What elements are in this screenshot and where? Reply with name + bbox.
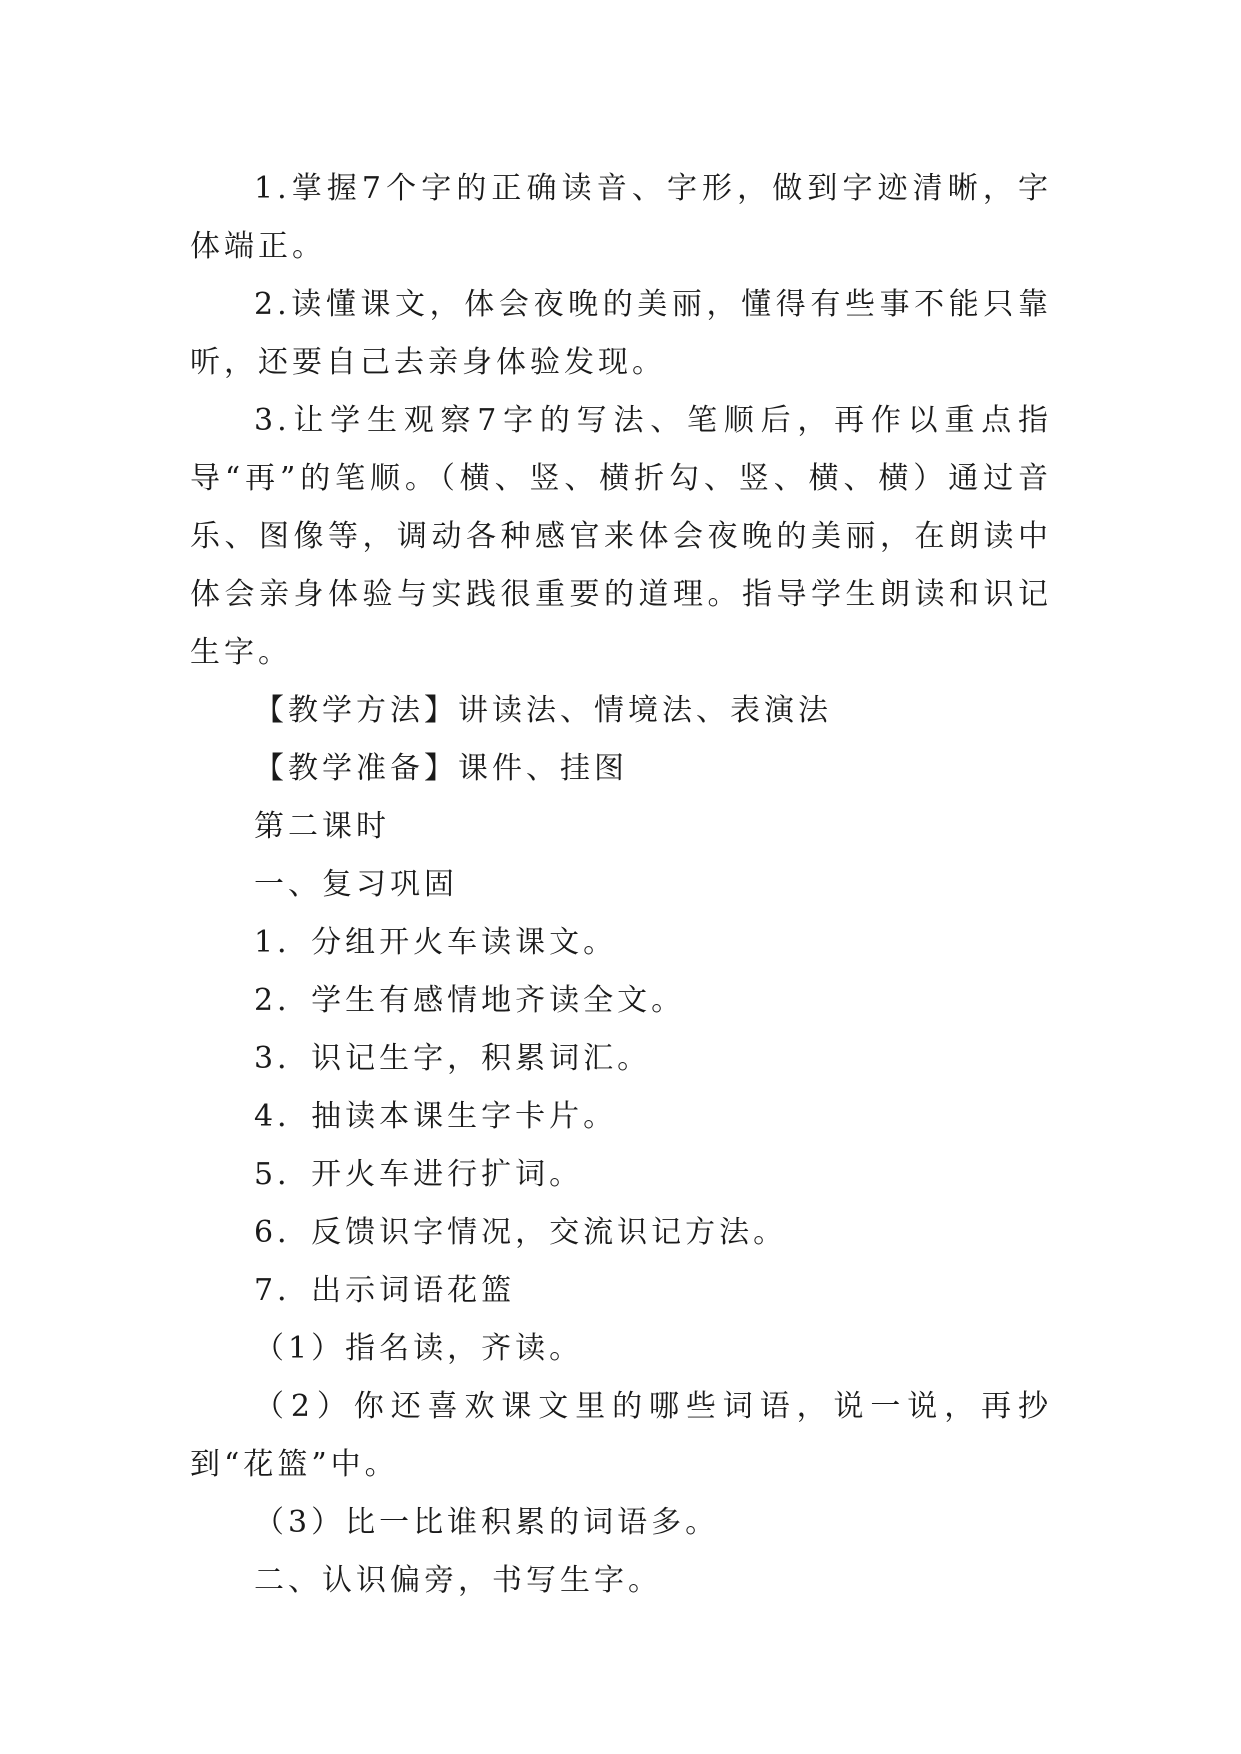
list-item: 7．出示词语花篮 bbox=[254, 1273, 516, 1308]
list-item: 6．反馈识字情况，交流识记方法。 bbox=[254, 1215, 788, 1250]
document-body bbox=[190, 160, 1052, 1610]
sub-item: （2）你还喜欢课文里的哪些词语，说一说，再抄到“花篮”中。 bbox=[190, 1389, 1052, 1482]
objective-2: 2.读懂课文，体会夜晚的美丽，懂得有些事不能只靠听，还要自己去亲身体验发现。 bbox=[190, 287, 1052, 380]
list-item: 4．抽读本课生字卡片。 bbox=[254, 1099, 618, 1134]
teaching-preparation: 【教学准备】课件、挂图 bbox=[254, 751, 628, 786]
section-heading-review: 一、复习巩固 bbox=[254, 867, 458, 902]
list-item: 1．分组开火车读课文。 bbox=[254, 925, 618, 960]
list-item: 5．开火车进行扩词。 bbox=[254, 1157, 584, 1192]
list-item: 2．学生有感情地齐读全文。 bbox=[254, 983, 686, 1018]
objective-1: 1.掌握7个字的正确读音、字形，做到字迹清晰，字体端正。 bbox=[190, 171, 1052, 264]
objective-3: 3.让学生观察7字的写法、笔顺后，再作以重点指导“再”的笔顺。（横、竖、横折勾、竖、横、横）通过音乐、图像等，调动各种感官来体会夜晚的美丽，在朗读中体会亲身体验与实践很重要的道理。指导学生朗读和识记生字。 bbox=[190, 403, 1052, 670]
sub-item: （3）比一比谁积累的词语多。 bbox=[254, 1505, 720, 1540]
list-item: 3．识记生字，积累词汇。 bbox=[254, 1041, 652, 1076]
section-heading-radicals: 二、认识偏旁，书写生字。 bbox=[254, 1563, 662, 1598]
lesson-heading: 第二课时 bbox=[254, 809, 390, 844]
sub-item: （1）指名读，齐读。 bbox=[254, 1331, 584, 1366]
teaching-method: 【教学方法】讲读法、情境法、表演法 bbox=[254, 693, 832, 728]
